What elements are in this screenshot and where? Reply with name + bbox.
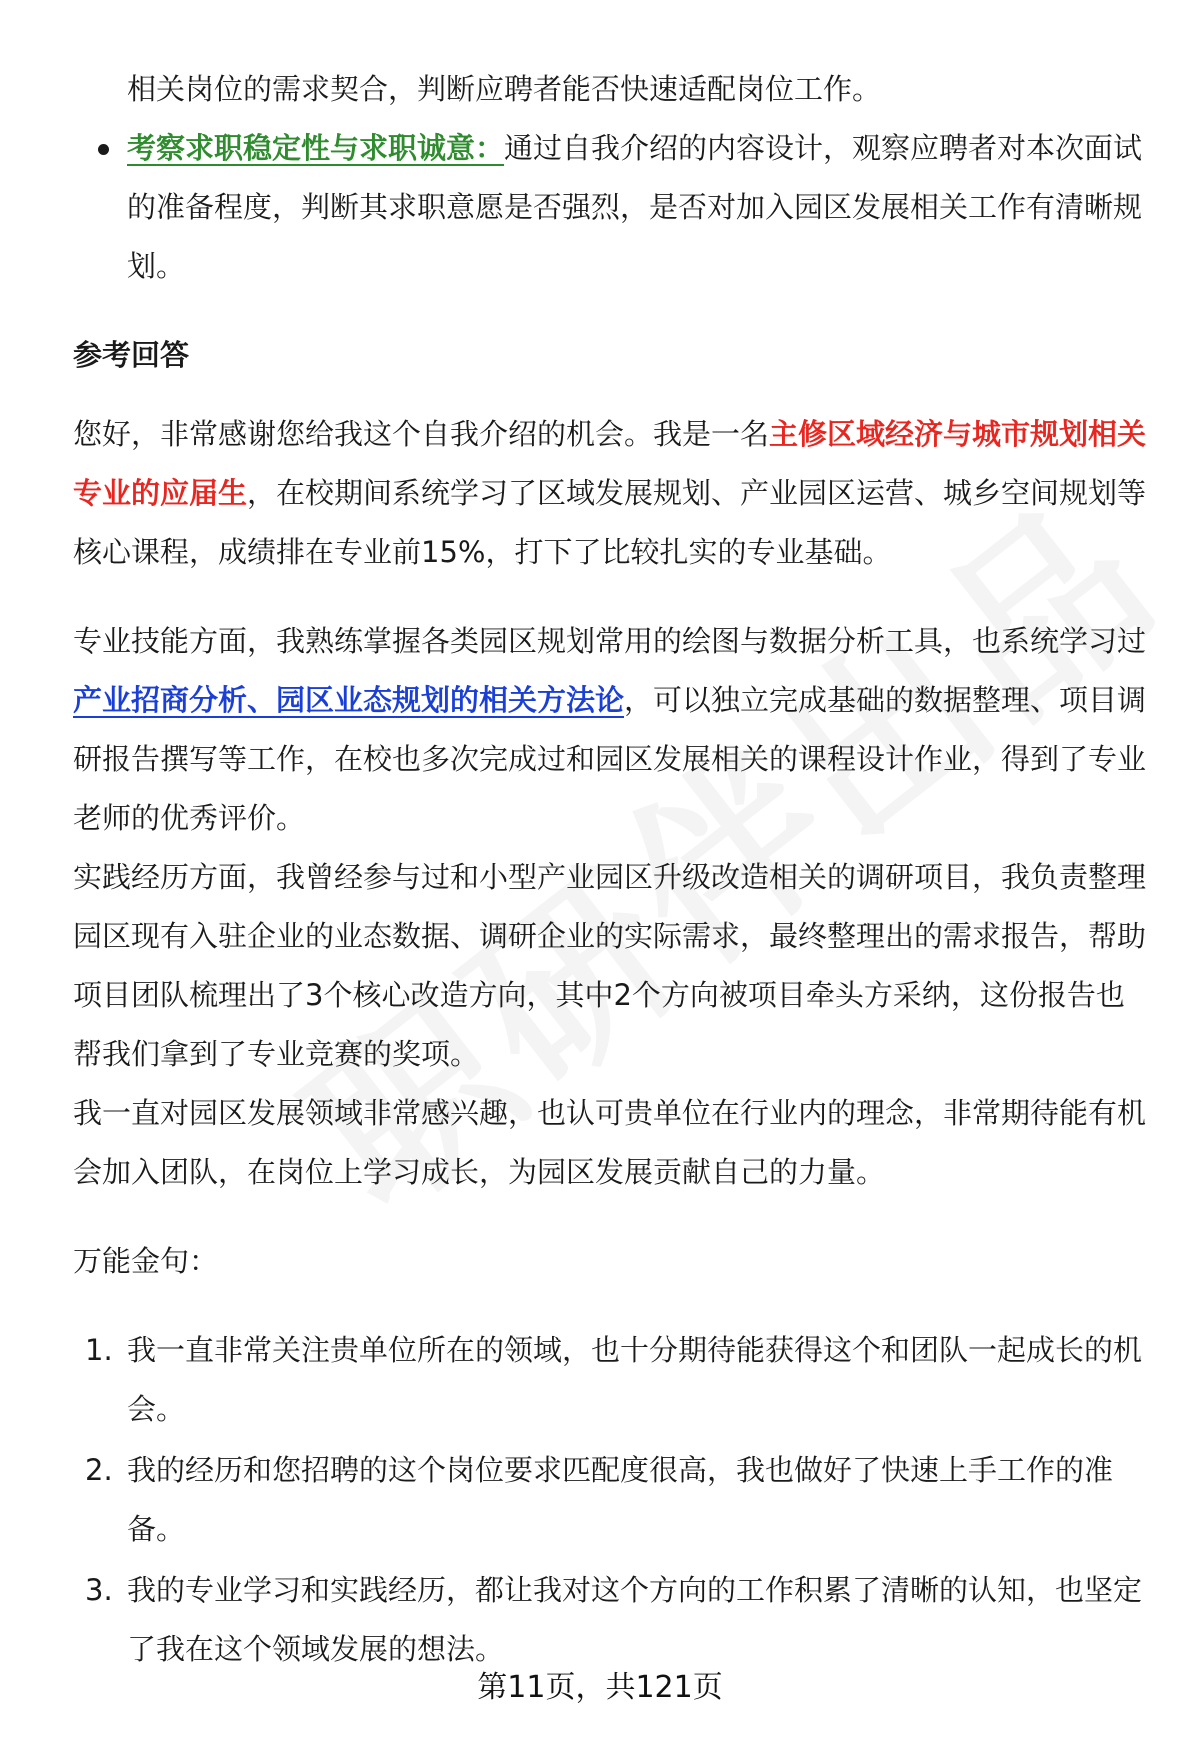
intro-continuation: 相关岗位的需求契合，判断应聘者能否快速适配岗位工作。 <box>127 72 882 106</box>
section-heading: 参考回答 <box>73 338 190 372</box>
golden-list <box>73 1321 1153 1679</box>
list-number: 1. <box>85 1333 113 1367</box>
answer-paragraph-4: 我一直对园区发展领域非常感兴趣，也认可贵单位在行业内的理念，非常期待能有机会加入团队，在岗位上学习成长，为园区发展贡献自己的力量。 <box>73 1096 1147 1189</box>
list-item <box>73 1441 1153 1559</box>
list-number: 2. <box>85 1453 113 1487</box>
list-text: 我的专业学习和实践经历，都让我对这个方向的工作积累了清晰的认知，也坚定了我在这个领域发展的想法。 <box>127 1573 1143 1666</box>
p1-before: 您好，非常感谢您给我这个自我介绍的机会。我是一名 <box>73 417 770 451</box>
golden-title: 万能金句： <box>73 1244 219 1278</box>
page-footer: 第11页，共121页 <box>477 1670 723 1705</box>
p2-highlight: 产业招商分析、园区业态规划的相关方法论 <box>73 683 625 717</box>
bullet-text: 通过自我介绍的内容设计，观察应聘者对本次面试的准备程度，判断其求职意愿是否强烈，是否对加入园区发展相关工作有清晰规划。 <box>127 131 1143 283</box>
list-item <box>73 1561 1153 1679</box>
answer-paragraph-3: 实践经历方面，我曾经参与过和小型产业园区升级改造相关的调研项目，我负责整理园区现有入驻企业的业态数据、调研企业的实际需求，最终整理出的需求报告，帮助项目团队梳理出了3个核心改造方向，其中2个方向被项目牵头方采纳，这份报告也帮我们拿到了专业竞赛的奖项。 <box>73 860 1147 1071</box>
list-number: 3. <box>85 1573 113 1607</box>
p1-highlight: 主修区域经济与城市规划相关专业的应届生 <box>73 417 1147 510</box>
answer-paragraph-2 <box>73 612 1153 848</box>
answer-paragraph-1 <box>73 405 1153 582</box>
list-text: 我一直非常关注贵单位所在的领域，也十分期待能获得这个和团队一起成长的机会。 <box>127 1333 1143 1426</box>
list-text: 我的经历和您招聘的这个岗位要求匹配度很高，我也做好了快速上手工作的准备。 <box>127 1453 1114 1546</box>
p2-after: ，可以独立完成基础的数据整理、项目调研报告撰写等工作，在校也多次完成过和园区发展相关的课程设计作业，得到了专业老师的优秀评价。 <box>73 683 1147 835</box>
list-item <box>73 1321 1153 1439</box>
p2-before: 专业技能方面，我熟练掌握各类园区规划常用的绘图与数据分析工具，也系统学习过 <box>73 624 1147 658</box>
bullet-dot-icon <box>98 144 109 155</box>
bullet-label: 考察求职稳定性与求职诚意： <box>127 131 505 165</box>
document-page <box>73 60 1153 1681</box>
p1-after: ，在校期间系统学习了区域发展规划、产业园区运营、城乡空间规划等核心课程，成绩排在专业前15%，打下了比较扎实的专业基础。 <box>73 476 1147 569</box>
intro-bullet <box>73 119 1153 296</box>
